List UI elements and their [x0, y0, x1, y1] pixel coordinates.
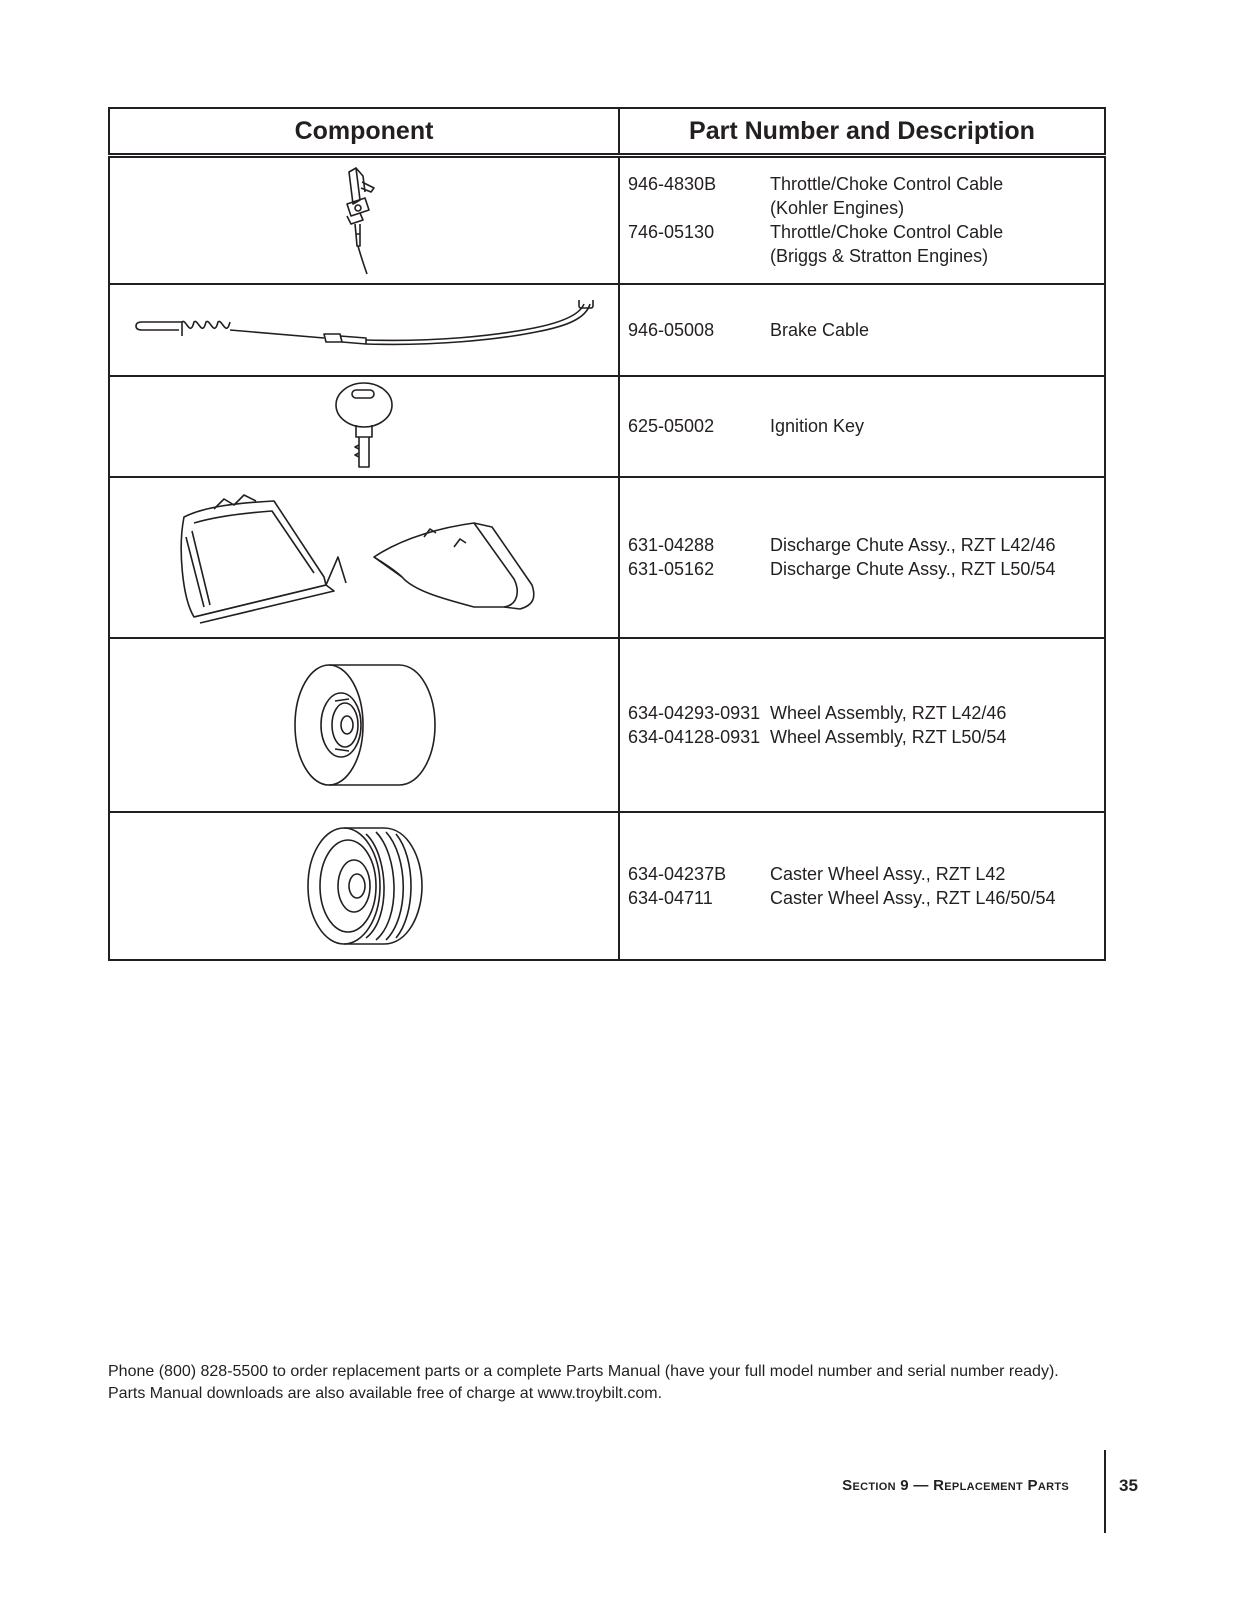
part-number: 746-05130: [628, 222, 715, 243]
footer-divider: [1104, 1450, 1106, 1533]
part-line: [628, 701, 1104, 725]
part-number: 634-04128-0931: [628, 726, 761, 747]
ordering-note-line: Parts Manual downloads are also available free of charge at www.troybilt.com.: [108, 1385, 663, 1402]
description-cell: [619, 477, 1105, 638]
part-line: [628, 172, 1104, 196]
part-line: [628, 220, 1104, 244]
part-description: Discharge Chute Assy., RZT L50/54: [770, 559, 1056, 579]
part-line: [628, 318, 1104, 342]
part-description: (Briggs & Stratton Engines): [770, 246, 989, 267]
part-number: 631-05162: [628, 559, 715, 579]
table-row: [109, 284, 1105, 376]
table-row: [109, 812, 1105, 960]
part-number: 634-04237B: [628, 863, 727, 884]
ordering-note-line: Phone (800) 828-5500 to order replacement parts or a complete Parts Manual (have your full model number and serial number ready).: [108, 1363, 1059, 1380]
description-cell: [619, 284, 1105, 376]
component-cell: [109, 638, 619, 812]
component-cell: [109, 284, 619, 376]
part-line: [628, 886, 1104, 910]
table-row: [109, 477, 1105, 638]
ordering-note: [108, 1361, 1118, 1405]
part-line: [628, 196, 1104, 220]
part-number: [628, 244, 770, 268]
throttle-choke-cable-icon: [329, 164, 399, 276]
discharge-chute-icon: [174, 487, 554, 627]
part-line: [628, 557, 1104, 581]
header-component: Component: [109, 108, 619, 156]
section-label: Section 9 — Replacement Parts: [842, 1477, 1069, 1494]
part-number: 625-05002: [628, 416, 715, 436]
ignition-key-icon: [332, 381, 396, 471]
part-description: Discharge Chute Assy., RZT L42/46: [770, 535, 1056, 555]
part-description: Wheel Assembly, RZT L50/54: [770, 726, 1007, 747]
part-description: Caster Wheel Assy., RZT L46/50/54: [770, 887, 1056, 908]
header-part-number-description: Part Number and Description: [619, 108, 1105, 156]
table-row: [109, 638, 1105, 812]
part-description: Throttle/Choke Control Cable: [770, 174, 1004, 195]
part-number: 631-04288: [628, 535, 715, 555]
table-header-row: [109, 108, 1105, 156]
component-cell: [109, 812, 619, 960]
part-description: Caster Wheel Assy., RZT L42: [770, 863, 1006, 884]
part-number: 946-4830B: [628, 174, 717, 195]
part-line: [628, 244, 1104, 268]
table-row: [109, 156, 1105, 284]
wheel-assembly-icon: [289, 655, 439, 795]
part-line: [628, 533, 1104, 557]
part-description: Wheel Assembly, RZT L42/46: [770, 702, 1007, 723]
part-line: [628, 725, 1104, 749]
part-line: [628, 414, 1104, 438]
part-number: 634-04711: [628, 887, 713, 908]
component-cell: [109, 477, 619, 638]
parts-table: [108, 107, 1106, 961]
caster-wheel-icon: [304, 824, 424, 948]
part-line: [628, 862, 1104, 886]
description-cell: [619, 638, 1105, 812]
part-number: [628, 196, 770, 220]
page-number: 35: [1119, 1476, 1138, 1495]
table-row: [109, 376, 1105, 477]
component-cell: [109, 376, 619, 477]
part-description: (Kohler Engines): [770, 198, 905, 219]
description-cell: [619, 156, 1105, 284]
brake-cable-icon: [134, 300, 594, 360]
part-number: 946-05008: [628, 319, 715, 340]
part-description: Throttle/Choke Control Cable: [770, 222, 1004, 243]
part-description: Brake Cable: [770, 319, 870, 340]
description-cell: [619, 812, 1105, 960]
description-cell: [619, 376, 1105, 477]
part-number: 634-04293-0931: [628, 702, 761, 723]
part-description: Ignition Key: [770, 416, 865, 436]
component-cell: [109, 156, 619, 284]
